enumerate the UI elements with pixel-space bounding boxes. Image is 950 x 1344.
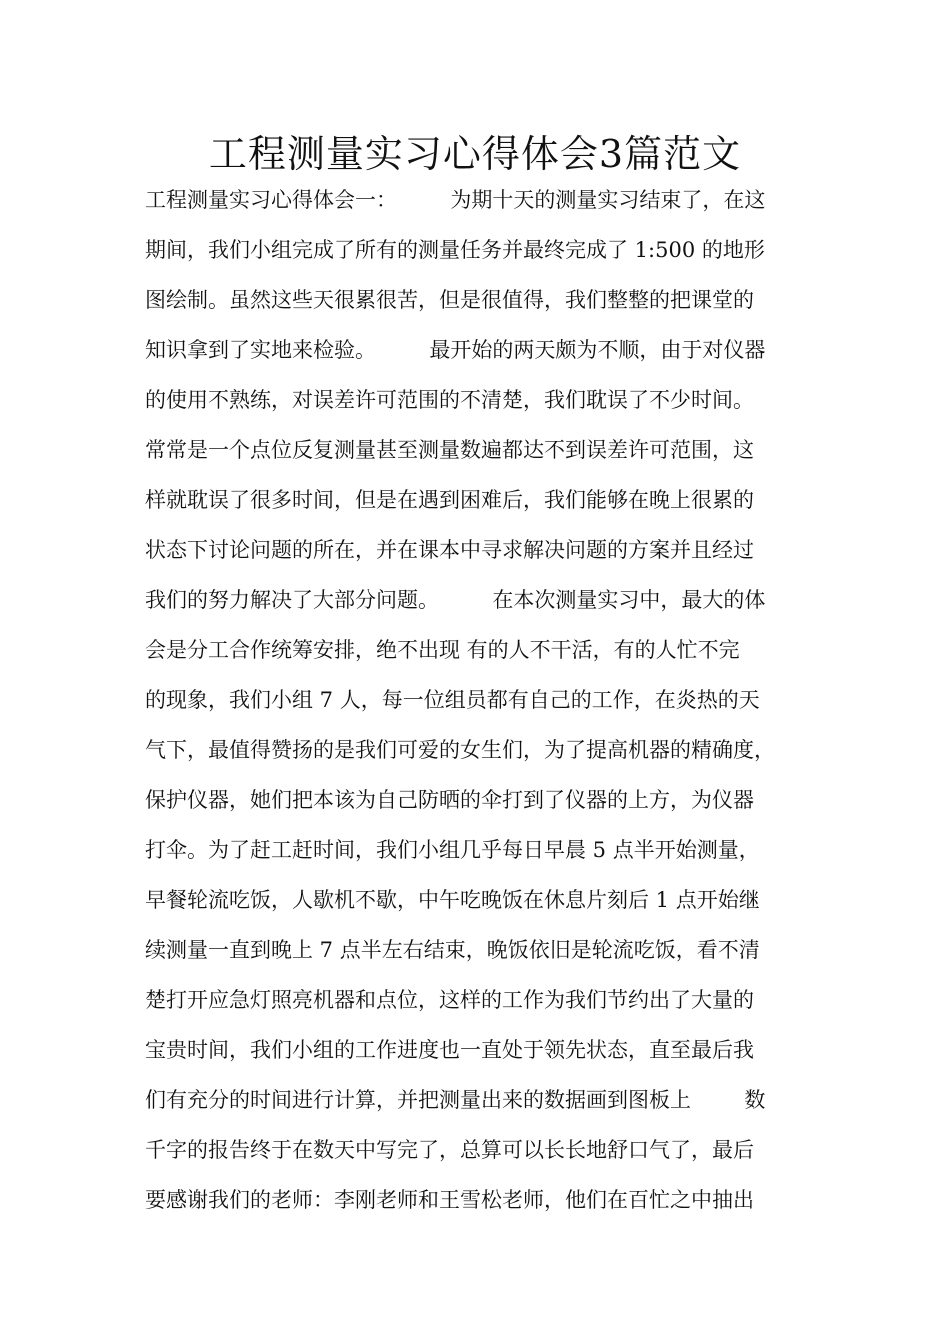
body-line: 状态下讨论问题的所在，并在课本中寻求解决问题的方案并且经过 bbox=[145, 538, 754, 562]
body-line: 知识拿到了实地来检验。 最开始的两天颇为不顺，由于对仪器 bbox=[145, 338, 766, 362]
body-line: 气下，最值得赞扬的是我们可爱的女生们，为了提高机器的精确度， bbox=[145, 738, 775, 762]
body-line: 保护仪器，她们把本该为自己防晒的伞打到了仪器的上方，为仪器 bbox=[145, 788, 754, 812]
body-line: 宝贵时间，我们小组的工作进度也一直处于领先状态，直至最后我 bbox=[145, 1038, 754, 1062]
body-line: 会是分工合作统筹安排，绝不出现 有的人不干活，有的人忙不完 bbox=[145, 638, 740, 662]
body-line: 的现象，我们小组 7 人，每一位组员都有自己的工作，在炎热的天 bbox=[145, 688, 760, 712]
body-line: 打伞。为了赶工赶时间，我们小组几乎每日早晨 5 点半开始测量， bbox=[145, 838, 760, 862]
body-line: 千字的报告终于在数天中写完了，总算可以长长地舒口气了，最后 bbox=[145, 1138, 754, 1162]
body-line: 常常是一个点位反复测量甚至测量数遍都达不到误差许可范围，这 bbox=[145, 438, 754, 462]
body-line: 早餐轮流吃饭，人歇机不歇，中午吃晚饭在休息片刻后 1 点开始继 bbox=[145, 888, 760, 912]
body-line: 我们的努力解决了大部分问题。 在本次测量实习中，最大的体 bbox=[145, 588, 766, 612]
body-line: 工程测量实习心得体会一： 为期十天的测量实习结束了，在这 bbox=[145, 188, 766, 212]
body-line: 续测量一直到晚上 7 点半左右结束，晚饭依旧是轮流吃饭，看不清 bbox=[145, 938, 760, 962]
body-line: 图绘制。虽然这些天很累很苦，但是很值得，我们整整的把课堂的 bbox=[145, 288, 754, 312]
body-line: 样就耽误了很多时间，但是在遇到困难后，我们能够在晚上很累的 bbox=[145, 488, 754, 512]
body-line: 楚打开应急灯照亮机器和点位，这样的工作为我们节约出了大量的 bbox=[145, 988, 754, 1012]
body-line: 的使用不熟练，对误差许可范围的不清楚，我们耽误了不少时间。 bbox=[145, 388, 754, 412]
body-line: 期间，我们小组完成了所有的测量任务并最终完成了 1:500 的地形 bbox=[145, 238, 765, 262]
body-line: 们有充分的时间进行计算，并把测量出来的数据画到图板上 数 bbox=[145, 1088, 766, 1112]
document-title: 工程测量实习心得体会3篇范文 bbox=[208, 132, 742, 176]
body-line: 要感谢我们的老师：李刚老师和王雪松老师，他们在百忙之中抽出 bbox=[145, 1188, 754, 1212]
